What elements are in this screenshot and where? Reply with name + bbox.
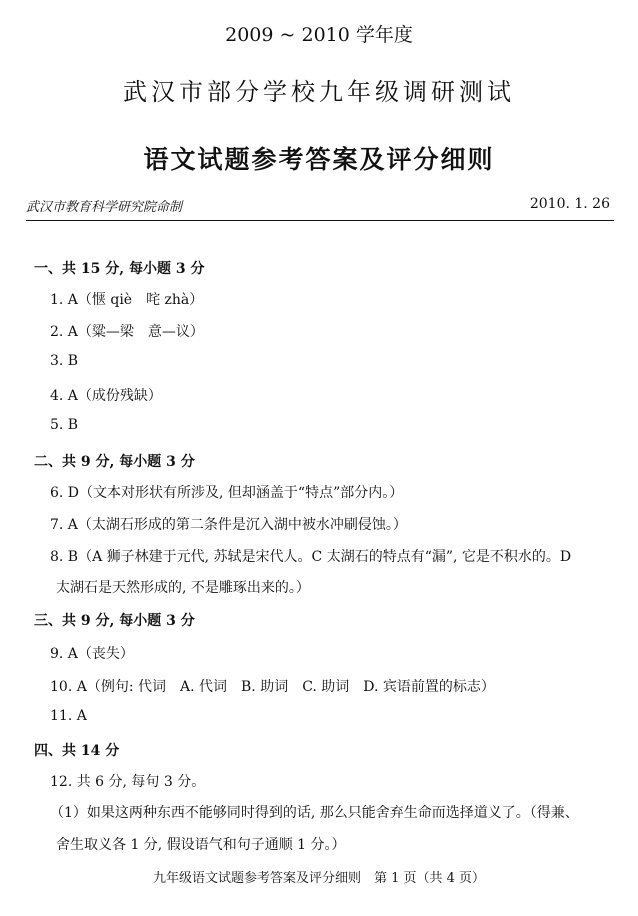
answer-line: 2. A（粱—梁 意—议） [50, 324, 204, 340]
issuing-organization: 武汉市教育科学研究院命制 [26, 200, 183, 215]
answer-line: 4. A（成份残缺） [50, 388, 162, 404]
answer-line: 12. 共 6 分, 每句 3 分。 [50, 774, 206, 790]
page-footer: 九年级语文试题参考答案及评分细则 第 1 页（共 4 页） [152, 871, 486, 886]
answer-line: 11. A [50, 708, 87, 724]
answer-line: （1）如果这两种东西不能够同时得到的话, 那么只能舍弃生命而选择道义了。（得兼、 [50, 805, 579, 821]
section-heading-2: 二、共 9 分, 每小题 3 分 [34, 454, 195, 470]
answer-line: 9. A（丧失） [50, 646, 134, 662]
answer-line: 7. A（太湖石形成的第二条件是沉入湖中被水冲刷侵蚀。） [50, 517, 407, 533]
section-heading-4: 四、共 14 分 [34, 743, 120, 759]
issue-date: 2010. 1. 26 [529, 196, 610, 212]
answer-line-continuation: 舍生取义各 1 分, 假设语气和句子通顺 1 分。） [56, 837, 346, 853]
info-row [26, 196, 610, 218]
answer-line: 10. A（例句: 代词 A. 代词 B. 助词 C. 助词 D. 宾语前置的标志） [50, 679, 495, 695]
school-year: 2009 ~ 2010 学年度 [225, 24, 413, 46]
section-heading-1: 一、共 15 分, 每小题 3 分 [34, 261, 205, 277]
answer-line: 5. B [50, 417, 79, 433]
answer-line: 8. B（A 狮子林建于元代, 苏轼是宋代人。C 太湖石的特点有“漏”, 它是不积水的。D [50, 549, 572, 565]
exam-title: 武汉市部分学校九年级调研测试 [123, 78, 515, 106]
document-subtitle: 语文试题参考答案及评分细则 [143, 145, 495, 174]
answer-line: 6. D（文本对形状有所涉及, 但却涵盖于“特点”部分内。） [50, 485, 404, 501]
answer-line: 1. A（惬 qiè 咤 zhà） [50, 292, 204, 308]
header-divider [26, 220, 614, 221]
answer-line-continuation: 太湖石是天然形成的, 不是雕琢出来的。） [56, 580, 310, 596]
section-heading-3: 三、共 9 分, 每小题 3 分 [34, 613, 195, 629]
answer-line: 3. B [50, 353, 79, 369]
